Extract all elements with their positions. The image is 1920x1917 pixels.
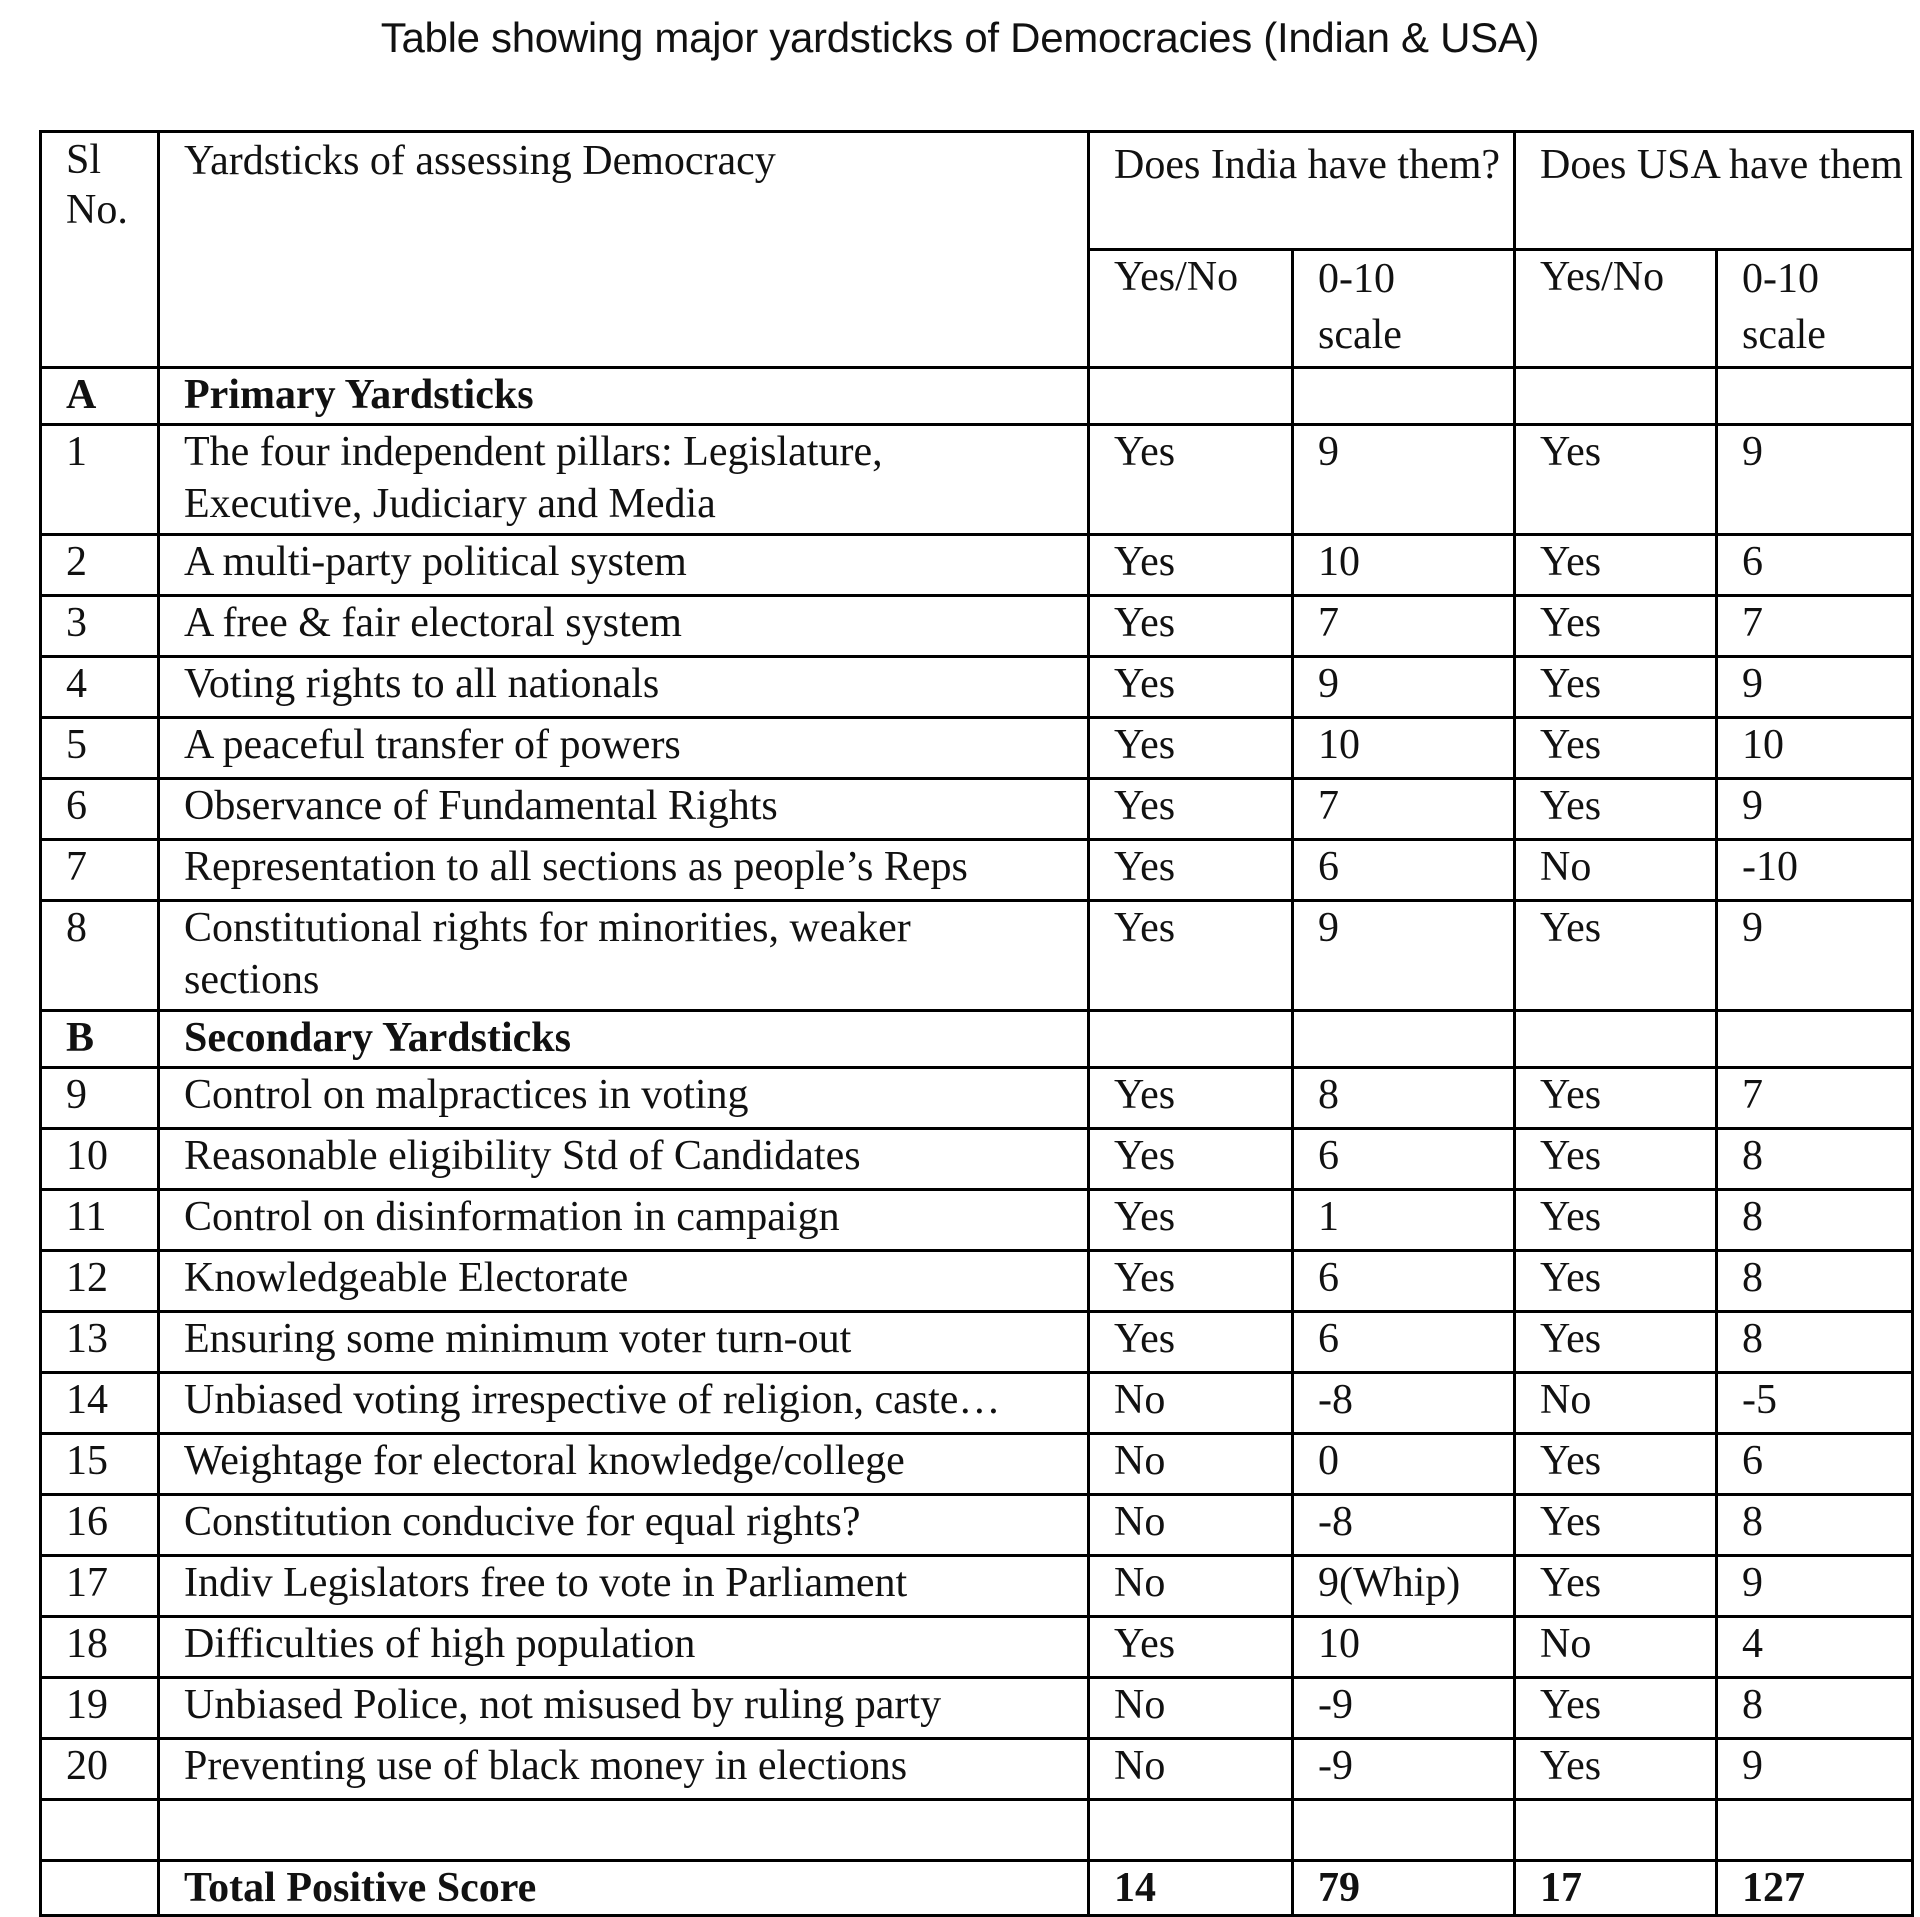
row-number: 1	[41, 425, 159, 535]
row-usa-yes-no: No	[1515, 1373, 1717, 1434]
row-usa-score: 9	[1717, 1739, 1913, 1800]
row-india-score: 7	[1293, 596, 1515, 657]
row-india-score: 1	[1293, 1190, 1515, 1251]
row-india-yes-no: Yes	[1089, 779, 1293, 840]
row-yardstick: Knowledgeable Electorate	[159, 1251, 1089, 1312]
row-india-yes-no: Yes	[1089, 901, 1293, 1011]
row-usa-yes-no: Yes	[1515, 718, 1717, 779]
row-india-yes-no: Yes	[1089, 718, 1293, 779]
row-yardstick: Unbiased Police, not misused by ruling party	[159, 1678, 1089, 1739]
row-usa-yes-no: Yes	[1515, 1129, 1717, 1190]
empty-cell	[41, 1861, 159, 1916]
header-india-scale: 0-10 scale	[1293, 250, 1515, 368]
row-india-yes-no: No	[1089, 1739, 1293, 1800]
row-number: 16	[41, 1495, 159, 1556]
empty-cell	[159, 1800, 1089, 1861]
row-india-yes-no: No	[1089, 1556, 1293, 1617]
empty-cell	[1515, 368, 1717, 425]
table-row	[41, 1495, 1913, 1556]
empty-cell	[1515, 1800, 1717, 1861]
empty-cell	[1717, 1011, 1913, 1068]
row-india-yes-no: Yes	[1089, 657, 1293, 718]
header-sl-no: Sl No.	[41, 132, 159, 368]
row-usa-score: 9	[1717, 901, 1913, 1011]
table-row	[41, 1434, 1913, 1495]
row-yardstick: Preventing use of black money in elections	[159, 1739, 1089, 1800]
empty-cell	[1089, 1800, 1293, 1861]
row-india-score: 9(Whip)	[1293, 1556, 1515, 1617]
table-row	[41, 1617, 1913, 1678]
row-yardstick: Indiv Legislators free to vote in Parliament	[159, 1556, 1089, 1617]
row-usa-yes-no: Yes	[1515, 1312, 1717, 1373]
row-number: 12	[41, 1251, 159, 1312]
header-row-1	[41, 132, 1913, 250]
header-usa-yes-no: Yes/No	[1515, 250, 1717, 368]
row-usa-yes-no: Yes	[1515, 535, 1717, 596]
row-number: 9	[41, 1068, 159, 1129]
header-usa: Does USA have them	[1515, 132, 1913, 250]
row-usa-yes-no: Yes	[1515, 1434, 1717, 1495]
row-india-yes-no: Yes	[1089, 425, 1293, 535]
row-usa-yes-no: Yes	[1515, 1678, 1717, 1739]
row-number: 10	[41, 1129, 159, 1190]
row-usa-score: 8	[1717, 1251, 1913, 1312]
row-yardstick: Unbiased voting irrespective of religion, caste…	[159, 1373, 1089, 1434]
table-row	[41, 535, 1913, 596]
row-india-score: 8	[1293, 1068, 1515, 1129]
row-usa-score: 8	[1717, 1129, 1913, 1190]
empty-cell	[1717, 368, 1913, 425]
row-number: 15	[41, 1434, 159, 1495]
row-yardstick: Voting rights to all nationals	[159, 657, 1089, 718]
row-india-yes-no: No	[1089, 1373, 1293, 1434]
row-yardstick: A multi-party political system	[159, 535, 1089, 596]
row-usa-score: 9	[1717, 425, 1913, 535]
row-number: 8	[41, 901, 159, 1011]
table-row	[41, 596, 1913, 657]
total-india-yes-no: 14	[1089, 1861, 1293, 1916]
row-yardstick: Difficulties of high population	[159, 1617, 1089, 1678]
total-usa-yes-no: 17	[1515, 1861, 1717, 1916]
row-usa-yes-no: Yes	[1515, 425, 1717, 535]
header-yardstick: Yardsticks of assessing Democracy	[159, 132, 1089, 368]
total-row	[41, 1861, 1913, 1916]
row-usa-yes-no: Yes	[1515, 1739, 1717, 1800]
table-row	[41, 1373, 1913, 1434]
table-row	[41, 657, 1913, 718]
section-row	[41, 1011, 1913, 1068]
row-usa-score: 6	[1717, 535, 1913, 596]
table-row	[41, 1251, 1913, 1312]
row-number: 3	[41, 596, 159, 657]
empty-cell	[1515, 1011, 1717, 1068]
row-number: 18	[41, 1617, 159, 1678]
row-india-yes-no: Yes	[1089, 596, 1293, 657]
row-india-score: 9	[1293, 425, 1515, 535]
row-india-score: 6	[1293, 1312, 1515, 1373]
row-india-score: -9	[1293, 1739, 1515, 1800]
row-yardstick: A free & fair electoral system	[159, 596, 1089, 657]
row-number: 5	[41, 718, 159, 779]
row-india-yes-no: Yes	[1089, 1251, 1293, 1312]
row-india-yes-no: Yes	[1089, 840, 1293, 901]
row-india-yes-no: Yes	[1089, 535, 1293, 596]
row-usa-score: 7	[1717, 596, 1913, 657]
row-india-yes-no: Yes	[1089, 1617, 1293, 1678]
row-india-score: 6	[1293, 840, 1515, 901]
table-row	[41, 1190, 1913, 1251]
row-usa-yes-no: Yes	[1515, 1068, 1717, 1129]
row-usa-yes-no: Yes	[1515, 779, 1717, 840]
row-india-score: 10	[1293, 535, 1515, 596]
table-row	[41, 1739, 1913, 1800]
yardsticks-table	[39, 130, 1914, 1917]
row-india-yes-no: Yes	[1089, 1190, 1293, 1251]
row-india-score: 10	[1293, 1617, 1515, 1678]
row-india-score: 7	[1293, 779, 1515, 840]
section-title: Secondary Yardsticks	[159, 1011, 1089, 1068]
row-usa-yes-no: Yes	[1515, 901, 1717, 1011]
table-row	[41, 1312, 1913, 1373]
row-india-yes-no: No	[1089, 1495, 1293, 1556]
row-india-score: 9	[1293, 901, 1515, 1011]
row-yardstick: Ensuring some minimum voter turn-out	[159, 1312, 1089, 1373]
row-yardstick: Control on disinformation in campaign	[159, 1190, 1089, 1251]
row-yardstick: Constitutional rights for minorities, weaker sections	[159, 901, 1089, 1011]
row-yardstick: The four independent pillars: Legislature, Executive, Judiciary and Media	[159, 425, 1089, 535]
row-usa-yes-no: Yes	[1515, 1495, 1717, 1556]
row-india-score: 9	[1293, 657, 1515, 718]
row-usa-score: 10	[1717, 718, 1913, 779]
row-number: 13	[41, 1312, 159, 1373]
row-yardstick: Representation to all sections as people’s Reps	[159, 840, 1089, 901]
table-row	[41, 840, 1913, 901]
header-india: Does India have them?	[1089, 132, 1515, 250]
row-number: 6	[41, 779, 159, 840]
row-usa-score: 4	[1717, 1617, 1913, 1678]
row-number: 2	[41, 535, 159, 596]
table-row	[41, 779, 1913, 840]
row-number: 20	[41, 1739, 159, 1800]
row-usa-yes-no: No	[1515, 840, 1717, 901]
row-yardstick: Constitution conducive for equal rights?	[159, 1495, 1089, 1556]
table-row	[41, 718, 1913, 779]
row-yardstick: Reasonable eligibility Std of Candidates	[159, 1129, 1089, 1190]
section-id: A	[41, 368, 159, 425]
row-usa-yes-no: Yes	[1515, 1556, 1717, 1617]
row-india-score: 6	[1293, 1129, 1515, 1190]
row-number: 4	[41, 657, 159, 718]
header-india-yes-no: Yes/No	[1089, 250, 1293, 368]
row-usa-score: 9	[1717, 1556, 1913, 1617]
empty-row	[41, 1800, 1913, 1861]
row-usa-score: 7	[1717, 1068, 1913, 1129]
section-row	[41, 368, 1913, 425]
row-usa-score: -5	[1717, 1373, 1913, 1434]
row-usa-score: 8	[1717, 1678, 1913, 1739]
row-number: 7	[41, 840, 159, 901]
empty-cell	[1293, 1800, 1515, 1861]
row-usa-score: 8	[1717, 1312, 1913, 1373]
row-india-yes-no: No	[1089, 1678, 1293, 1739]
row-india-yes-no: Yes	[1089, 1129, 1293, 1190]
row-yardstick: A peaceful transfer of powers	[159, 718, 1089, 779]
row-india-yes-no: No	[1089, 1434, 1293, 1495]
row-usa-score: -10	[1717, 840, 1913, 901]
row-usa-yes-no: Yes	[1515, 1251, 1717, 1312]
row-number: 17	[41, 1556, 159, 1617]
empty-cell	[1293, 368, 1515, 425]
row-number: 14	[41, 1373, 159, 1434]
total-label: Total Positive Score	[159, 1861, 1089, 1916]
row-india-score: 6	[1293, 1251, 1515, 1312]
row-india-yes-no: Yes	[1089, 1068, 1293, 1129]
row-india-yes-no: Yes	[1089, 1312, 1293, 1373]
table-row	[41, 1068, 1913, 1129]
row-india-score: -9	[1293, 1678, 1515, 1739]
row-india-score: -8	[1293, 1495, 1515, 1556]
table-row	[41, 1556, 1913, 1617]
row-india-score: 10	[1293, 718, 1515, 779]
section-title: Primary Yardsticks	[159, 368, 1089, 425]
row-usa-score: 9	[1717, 657, 1913, 718]
empty-cell	[1293, 1011, 1515, 1068]
row-usa-yes-no: Yes	[1515, 657, 1717, 718]
empty-cell	[41, 1800, 159, 1861]
table-row	[41, 1129, 1913, 1190]
row-usa-yes-no: Yes	[1515, 596, 1717, 657]
row-india-score: 0	[1293, 1434, 1515, 1495]
row-usa-score: 8	[1717, 1495, 1913, 1556]
row-yardstick: Weightage for electoral knowledge/college	[159, 1434, 1089, 1495]
row-yardstick: Control on malpractices in voting	[159, 1068, 1089, 1129]
total-usa-score: 127	[1717, 1861, 1913, 1916]
row-usa-score: 6	[1717, 1434, 1913, 1495]
row-usa-yes-no: Yes	[1515, 1190, 1717, 1251]
row-number: 11	[41, 1190, 159, 1251]
empty-cell	[1089, 1011, 1293, 1068]
row-usa-yes-no: No	[1515, 1617, 1717, 1678]
empty-cell	[1089, 368, 1293, 425]
table-row	[41, 1678, 1913, 1739]
table-row	[41, 901, 1913, 1011]
section-id: B	[41, 1011, 159, 1068]
table-row	[41, 425, 1913, 535]
empty-cell	[1717, 1800, 1913, 1861]
row-yardstick: Observance of Fundamental Rights	[159, 779, 1089, 840]
table-title: Table showing major yardsticks of Democracies (Indian & USA)	[380, 14, 1540, 61]
total-india-score: 79	[1293, 1861, 1515, 1916]
header-usa-scale: 0-10 scale	[1717, 250, 1913, 368]
row-number: 19	[41, 1678, 159, 1739]
row-usa-score: 8	[1717, 1190, 1913, 1251]
row-usa-score: 9	[1717, 779, 1913, 840]
row-india-score: -8	[1293, 1373, 1515, 1434]
